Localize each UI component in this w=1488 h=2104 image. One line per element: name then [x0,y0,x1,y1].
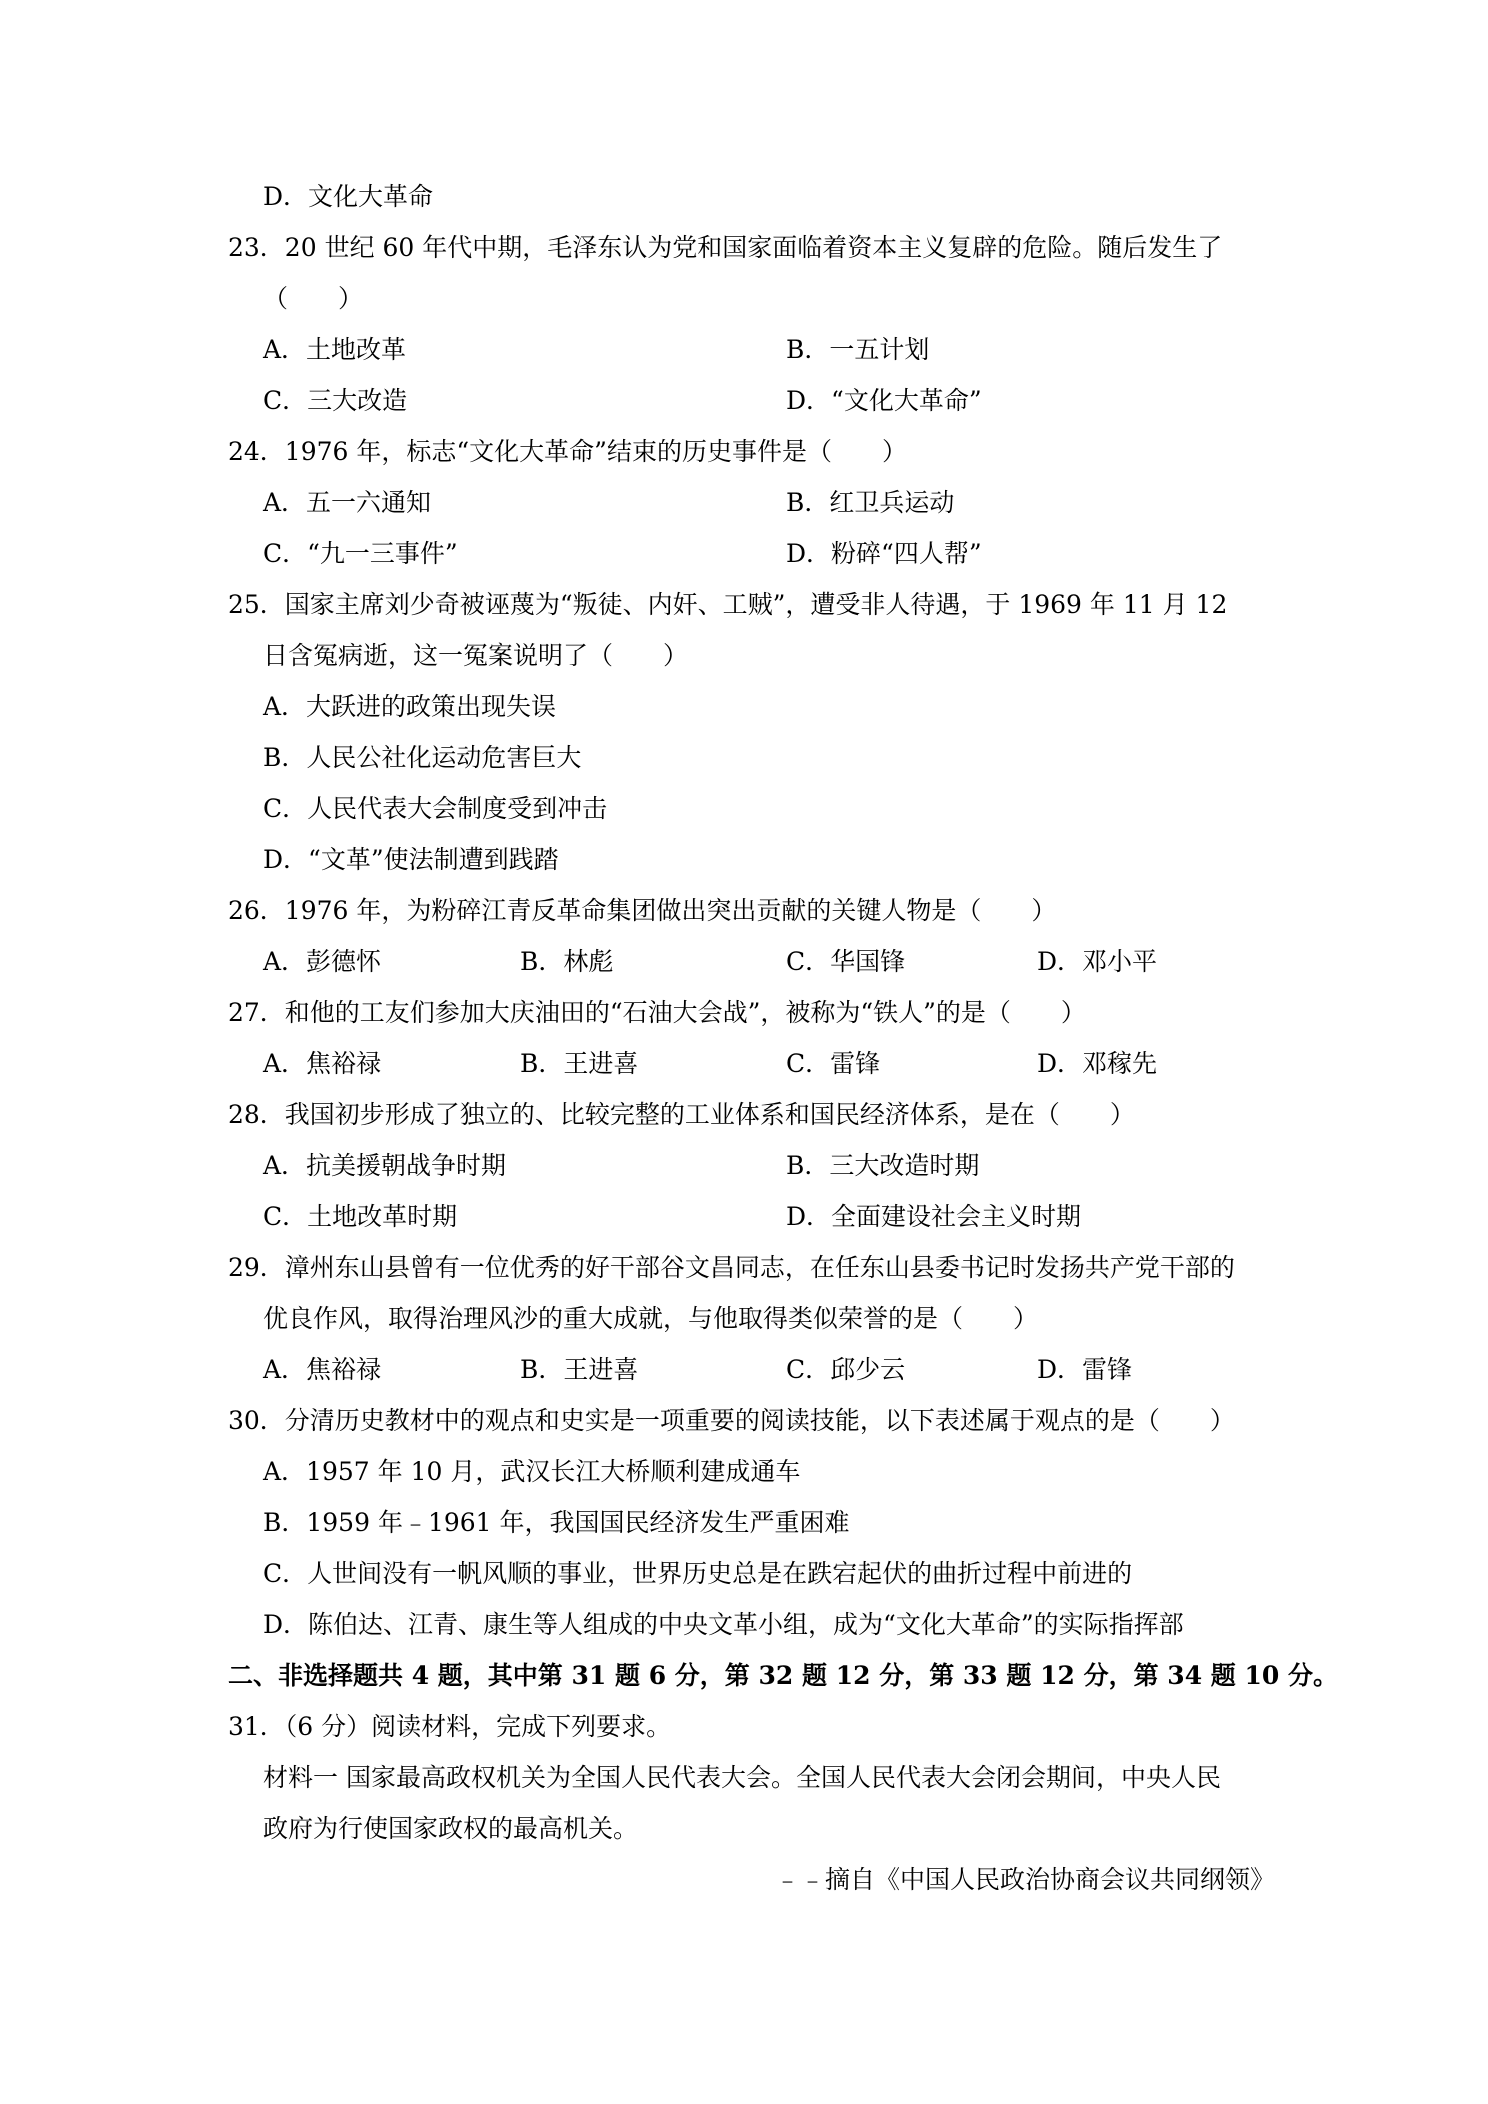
q25-option-d: D．“文革”使法制遭到践踏 [263,845,559,874]
q31-stem: 31．（6 分）阅读材料，完成下列要求。 [228,1712,672,1741]
q29-option-c: C．邱少云 [786,1355,906,1384]
q29-option-a: A．焦裕禄 [263,1355,382,1384]
q26-option-b: B．林彪 [520,947,614,976]
q29-option-d: D．雷锋 [1037,1355,1133,1384]
q30-option-d: D．陈伯达、江青、康生等人组成的中央文革小组，成为“文化大革命”的实际指挥部 [263,1610,1184,1639]
q25-option-b: B．人民公社化运动危害巨大 [263,743,582,772]
q23-stem: 23．20 世纪 60 年代中期，毛泽东认为党和国家面临着资本主义复辟的危险。随后发生了 [228,233,1223,262]
q29-stem: 29．漳州东山县曾有一位优秀的好干部谷文昌同志，在任东山县委书记时发扬共产党干部的 [228,1253,1235,1282]
q27-option-d: D．邓稼先 [1037,1049,1158,1078]
q26-option-c: C．华国锋 [786,947,906,976]
q26-stem: 26．1976 年，为粉碎江青反革命集团做出突出贡献的关键人物是（ ） [228,896,1057,925]
q23-stem-blank: （ ） [263,284,364,313]
q24-option-a: A．五一六通知 [263,488,432,517]
q28-option-a: A．抗美援朝战争时期 [263,1151,507,1180]
q27-option-b: B．王进喜 [520,1049,639,1078]
q29-stem-continued: 优良作风，取得治理风沙的重大成就，与他取得类似荣誉的是（ ） [263,1304,1039,1333]
q23-option-c: C．三大改造 [263,386,408,415]
q23-option-a: A．土地改革 [263,335,407,364]
q29-option-b: B．王进喜 [520,1355,639,1384]
q28-option-b: B．三大改造时期 [786,1151,980,1180]
q31-material-source: ﹣﹣摘自《中国人民政治协商会议共同纲领》 [774,1865,1275,1894]
q27-option-c: C．雷锋 [786,1049,881,1078]
q26-option-a: A．彭德怀 [263,947,382,976]
q28-stem: 28．我国初步形成了独立的、比较完整的工业体系和国民经济体系，是在（ ） [228,1100,1135,1129]
q27-stem: 27．和他的工友们参加大庆油田的“石油大会战”，被称为“铁人”的是（ ） [228,998,1086,1027]
q26-option-d: D．邓小平 [1037,947,1158,976]
q30-option-c: C．人世间没有一帆风顺的事业，世界历史总是在跌宕起伏的曲折过程中前进的 [263,1559,1133,1588]
q30-stem: 30．分清历史教材中的观点和史实是一项重要的阅读技能，以下表述属于观点的是（ ） [228,1406,1235,1435]
q30-option-b: B．1959 年﹣1961 年，我国国民经济发生严重困难 [263,1508,850,1537]
q25-stem-continued: 日含冤病逝，这一冤案说明了（ ） [263,641,689,670]
q30-option-a: A．1957 年 10 月，武汉长江大桥顺利建成通车 [263,1457,801,1486]
q28-option-c: C．土地改革时期 [263,1202,458,1231]
q31-material-1: 材料一 国家最高政权机关为全国人民代表大会。全国人民代表大会闭会期间，中央人民 [263,1763,1221,1792]
q24-option-d: D．粉碎“四人帮” [786,539,982,568]
q31-material-1-continued: 政府为行使国家政权的最高机关。 [263,1814,639,1843]
q24-option-b: B．红卫兵运动 [786,488,955,517]
q27-option-a: A．焦裕禄 [263,1049,382,1078]
q22-option-d: D．文化大革命 [263,182,434,211]
q24-option-c: C．“九一三事件” [263,539,458,568]
q25-option-a: A．大跃进的政策出现失误 [263,692,557,721]
section-2-heading: 二、非选择题共 4 题，其中第 31 题 6 分，第 32 题 12 分，第 33 题 12 分，第 34 题 10 分。 [228,1661,1338,1690]
q28-option-d: D．全面建设社会主义时期 [786,1202,1082,1231]
q23-option-b: B．一五计划 [786,335,930,364]
q25-stem: 25．国家主席刘少奇被诬蔑为“叛徒、内奸、工贼”，遭受非人待遇，于 1969 年 11 月 12 [228,590,1228,619]
q23-option-d: D．“文化大革命” [786,386,982,415]
q25-option-c: C．人民代表大会制度受到冲击 [263,794,608,823]
q24-stem: 24．1976 年，标志“文化大革命”结束的历史事件是（ ） [228,437,907,466]
